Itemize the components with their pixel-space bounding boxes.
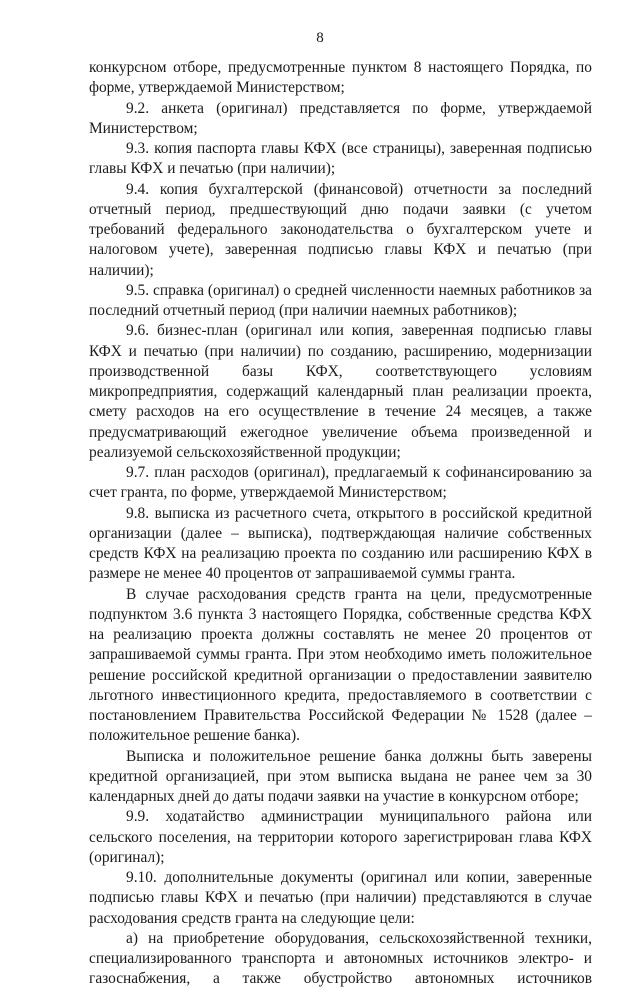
paragraph-9-4: 9.4. копия бухгалтерской (финансовой) отчетности за последний отчетный период, предшествующий дню подачи заявки (с учетом требований федерального законодательства о бухгалтерском учете и налоговом учете), заверенная подписью главы КФХ и печатью (при наличии); xyxy=(89,180,592,279)
paragraph-9-10: 9.10. дополнительные документы (оригинал или копии, заверенные подписью главы КФХ и печатью (при наличии) представляются в случае расходования средств гранта на следующие цели: xyxy=(89,869,592,927)
paragraph-9-6: 9.6. бизнес-план (оригинал или копия, заверенная подписью главы КФХ и печатью (при наличии) по созданию, расширению, модернизации производственной базы КФХ, соответствующего условиям микропредприятия, содержащий календарный план реализации проекта, смету расходов на его осуществление в течение 24 месяцев, а также предусматривающий ежегодное увеличение объема произведенной и реализуемой сельскохозяйственной продукции; xyxy=(89,322,592,461)
paragraph-item-a: а) на приобретение оборудования, сельскохозяйственной техники, специализированного транспорта и автономных источников электро- и газоснабжения, а также обустройство автономных источников xyxy=(89,929,592,988)
paragraph-9-8: 9.8. выписка из расчетного счета, открытого в российской кредитной организации (далее – выписка), подтверждающая наличие собственных средств КФХ на реализацию проекта по созданию или расширению КФХ в размере не менее 40 процентов от запрашиваемой суммы гранта. xyxy=(89,504,592,583)
paragraph-9-2: 9.2. анкета (оригинал) представляется по форме, утверждаемой Министерством; xyxy=(89,99,592,137)
document-body xyxy=(89,58,592,990)
paragraph-bank-statement: Выписка и положительное решение банка должны быть заверены кредитной организацией, при этом выписка выдана не ранее чем за 30 календарных дней до даты подачи заявки на участие в конкурсном отборе; xyxy=(89,747,592,805)
paragraph-9-7: 9.7. план расходов (оригинал), предлагаемый к софинансированию за счет гранта, по форме, утверждаемой Министерством; xyxy=(89,464,592,502)
paragraph-9-1-continuation: конкурсном отборе, предусмотренные пунктом 8 настоящего Порядка, по форме, утверждаемой Министерством; xyxy=(89,59,592,97)
paragraph-9-9: 9.9. ходатайство администрации муниципального района или сельского поселения, на территории которого зарегистрирован глава КФХ (оригинал); xyxy=(89,808,592,866)
paragraph-grant-expenses: В случае расходования средств гранта на цели, предусмотренные подпунктом 3.6 пункта 3 настоящего Порядка, собственные средства КФХ на реализацию проекта должны составлять не менее 20 процентов от запрашиваемой суммы гранта. При этом необходимо иметь положительное решение российской кредитной организации о предоставлении заявителю льготного инвестиционного кредита, предоставляемого в соответствии с постановлением Правительства Российской Федерации № 1528 (далее – положительное решение банка). xyxy=(89,585,592,745)
page-number: 8 xyxy=(316,30,324,46)
paragraph-9-5: 9.5. справка (оригинал) о средней численности наемных работников за последний отчетный период (при наличии наемных работников); xyxy=(89,281,592,319)
paragraph-9-3: 9.3. копия паспорта главы КФХ (все страницы), заверенная подписью главы КФХ и печатью (при наличии); xyxy=(89,140,592,178)
